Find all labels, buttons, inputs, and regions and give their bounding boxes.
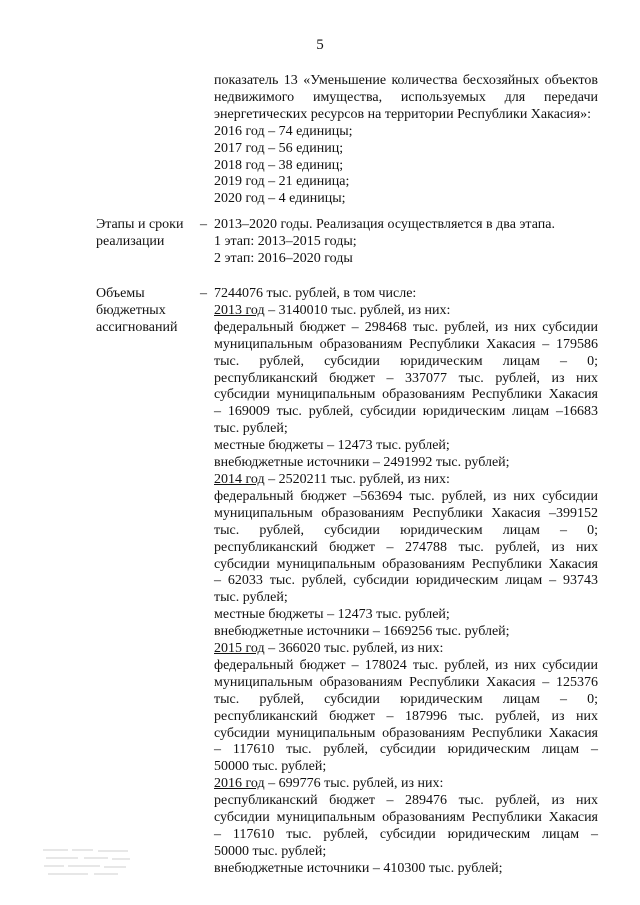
budget-line: 50000 тыс. рублей; [214,843,327,859]
budget-line: республиканский бюджет – 337077 тыс. рублей, из них [214,370,598,386]
indicator-line: 2017 год – 56 единиц; [214,140,344,156]
budget-line: субсидии муниципальным образованиям Республики Хакасия [214,810,598,826]
year-heading: 2013 год [214,302,265,318]
budget-line: федеральный бюджет – 298468 тыс. рублей, из них субсидии [214,319,598,335]
budget-line: федеральный бюджет –563694 тыс. рублей, из них субсидии [214,488,598,504]
budget-line: муниципальным образованиям Республики Хакасия – 125376 [214,674,598,690]
stages-line: 2 этап: 2016–2020 годы [214,250,353,266]
indicator-line: 2016 год – 74 единицы; [214,123,353,139]
label-line: Этапы и сроки [96,217,184,232]
budget-line [214,641,598,658]
budget-line: – 62033 тыс. рублей, субсидии юридическим лицам – 93743 [214,573,598,589]
indicator-line: показатель 13 «Уменьшение количества бесхозяйных объектов [214,73,598,88]
year-total: – 699776 тыс. рублей, из них: [264,776,444,792]
budget-line [214,776,598,793]
page-number: 5 [316,37,324,53]
budget-line: республиканский бюджет – 274788 тыс. рублей, из них [214,539,598,555]
budget-line: – 117610 тыс. рублей, субсидии юридическим лицам – [214,742,598,758]
indicator-line: 2020 год – 4 единицы; [214,191,346,207]
budget-line: – 117610 тыс. рублей, субсидии юридическим лицам – [214,827,598,842]
budget-text [214,286,598,878]
budget-line: субсидии муниципальным образованиям Республики Хакасия [214,556,598,572]
stages-line: 1 этап: 2013–2015 годы; [214,233,357,249]
label-line: реализации [96,233,165,249]
indicator-line: энергетических ресурсов на территории Республики Хакасия»: [214,106,591,122]
label-line: ассигнований [96,319,178,335]
stages-line: 2013–2020 годы. Реализация осуществляется в два этапа. [214,217,555,232]
budget-line: местные бюджеты – 12473 тыс. рублей; [214,607,450,623]
budget-line: местные бюджеты – 12473 тыс. рублей; [214,438,450,454]
year-heading: 2016 год [214,776,265,792]
stages-text [214,217,598,268]
year-total: – 366020 тыс. рублей, из них: [264,641,444,657]
budget-line: тыс. рублей, субсидии юридическим лицам – 0; [214,353,598,369]
faint-stamp-mark [38,842,138,882]
budget-line [214,472,598,489]
indicator-line: 2018 год – 38 единиц; [214,157,344,173]
year-heading: 2015 год [214,641,265,657]
indicator-text [214,73,598,208]
budget-line: тыс. рублей; [214,590,288,606]
budget-line: 50000 тыс. рублей; [214,759,327,775]
stages-label [96,217,183,251]
budget-line: муниципальным образованиям Республики Хакасия –399152 [214,505,598,521]
budget-line: субсидии муниципальным образованиям Республики Хакасия [214,387,598,403]
budget-line: тыс. рублей; [214,421,288,437]
budget-line: внебюджетные источники – 410300 тыс. рублей; [214,860,503,876]
budget-line: республиканский бюджет – 187996 тыс. рублей, из них [214,708,598,724]
budget-line: муниципальным образованиям Республики Хакасия – 179586 [214,336,598,352]
year-heading: 2014 год [214,471,265,487]
budget-line: республиканский бюджет – 289476 тыс. рублей, из них [214,793,598,809]
budget-line: субсидии муниципальным образованиям Республики Хакасия [214,725,598,741]
indicator-line: недвижимого имущества, используемых для передачи [214,89,598,105]
year-total: – 2520211 тыс. рублей, из них: [264,471,450,487]
stages-dash: – [200,217,207,232]
budget-line [214,303,598,320]
budget-line: внебюджетные источники – 2491992 тыс. рублей; [214,455,510,471]
budget-line: федеральный бюджет – 178024 тыс. рублей, из них субсидии [214,657,598,673]
budget-line: 7244076 тыс. рублей, в том числе: [214,286,417,301]
indicator-line: 2019 год – 21 единица; [214,174,350,190]
year-total: – 3140010 тыс. рублей, из них: [264,302,451,318]
budget-line: тыс. рублей, субсидии юридическим лицам – 0; [214,522,598,538]
label-line: Объемы [96,286,145,301]
budget-line: внебюджетные источники – 1669256 тыс. рублей; [214,624,510,640]
budget-dash: – [200,286,207,301]
budget-label [96,286,177,337]
label-line: бюджетных [96,302,166,318]
budget-line: – 169009 тыс. рублей, субсидии юридическим лицам –16683 [214,404,598,420]
budget-line: тыс. рублей, субсидии юридическим лицам – 0; [214,691,598,707]
